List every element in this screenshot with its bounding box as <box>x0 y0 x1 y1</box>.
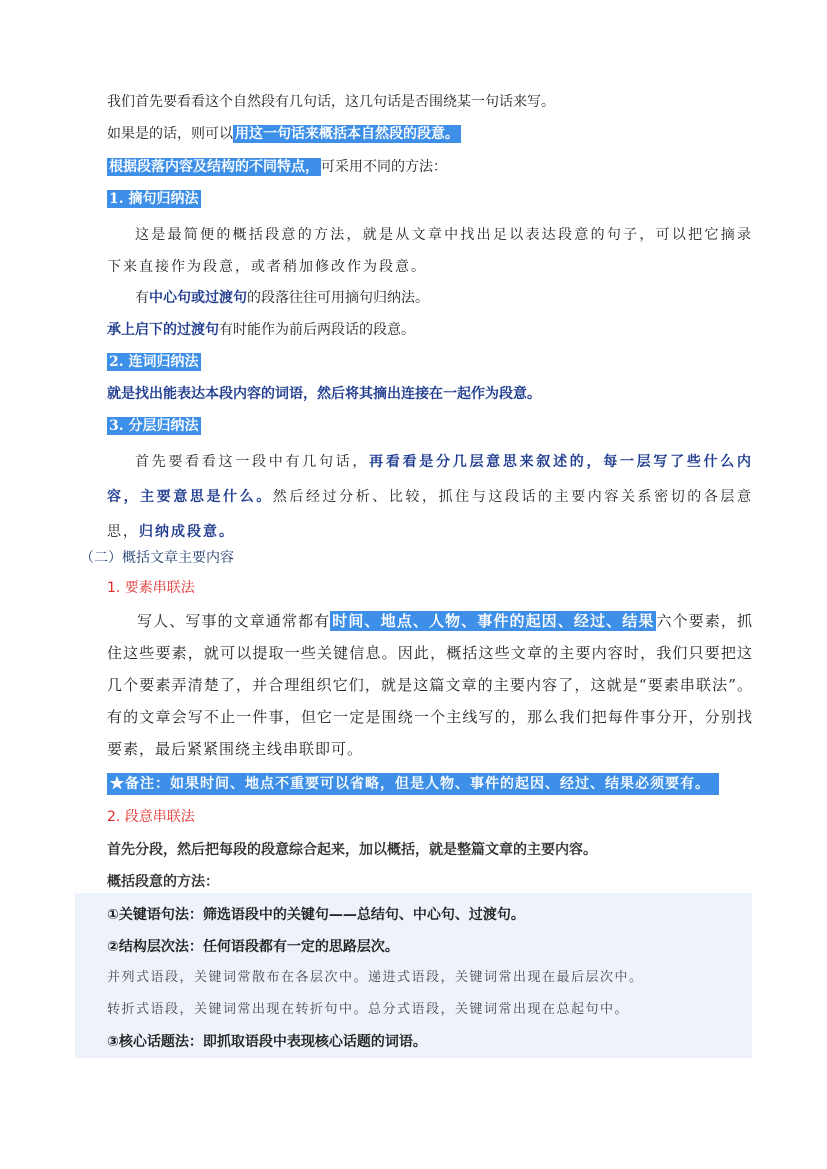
method1-title-text: 1. 摘句归纳法 <box>109 191 199 207</box>
method3-title <box>107 416 201 436</box>
m3-c: 然后经过分析、比较，抓住与这段话的主要内容关系密切的各层意思， <box>107 489 754 540</box>
central-sentence-text: 中心句或过渡句 <box>149 290 247 306</box>
strategy2-desc: 首先分段，然后把每段的段意综合起来，加以概括，就是整篇文章的主要内容。 <box>107 842 597 858</box>
method-line <box>107 157 447 177</box>
method1-desc: 这是最简便的概括段意的方法，就是从文章中找出足以表达段意的句子，可以把它摘录下来直接作为段意，或者稍加修改作为段意。 <box>107 227 753 275</box>
m1-line2-a: 有 <box>135 290 149 306</box>
note-highlight: ★备注：如果时间、地点不重要可以省略，但是人物、事件的起因、经过、结果必须要有。 <box>107 773 719 795</box>
box-method2-detail-b: 转折式语段，关键词常出现在转折句中。总分式语段，关键词常出现在总起句中。 <box>107 1002 630 1017</box>
note-line <box>107 773 719 795</box>
intro-line: 我们首先要看看这个自然段有几句话，这几句话是否围绕某一句话来写。 <box>107 94 555 110</box>
section-heading: （二）概括文章主要内容 <box>80 550 234 566</box>
strategy2-title: 2. 段意串联法 <box>107 809 195 825</box>
m1-line3-b: 有时能作为前后两段话的段意。 <box>219 322 415 338</box>
six-elements-highlight: 时间、地点、人物、事件的起因、经过、结果 <box>332 612 655 630</box>
if-prefix: 如果是的话，则可以 <box>107 126 233 142</box>
method1-title <box>107 189 201 209</box>
if-highlight: 用这一句话来概括本自然段的段意。 <box>235 126 459 142</box>
strategy1-desc <box>107 605 753 765</box>
m1-line2-c: 的段落往往可用摘句归纳法。 <box>247 290 429 306</box>
strategy2-methods-label: 概括段意的方法： <box>107 874 219 890</box>
box-method3: ③核心话题法：即抓取语段中表现核心话题的词语。 <box>107 1034 427 1050</box>
method2-title-text: 2. 连词归纳法 <box>109 354 199 370</box>
method3-desc <box>107 445 753 550</box>
box-method1: ①关键语句法：筛选语段中的关键句——总结句、中心句、过渡句。 <box>107 907 525 923</box>
if-line <box>107 124 461 144</box>
method-highlight: 根据段落内容及结构的不同特点， <box>109 159 319 175</box>
method3-title-text: 3. 分层归纳法 <box>109 418 199 434</box>
method2-title <box>107 352 201 372</box>
strategy1-title: 1. 要素串联法 <box>107 580 195 596</box>
method1-line3 <box>107 320 415 340</box>
method-suffix: 可采用不同的方法： <box>321 159 447 175</box>
method1-line2 <box>107 288 429 308</box>
method2-desc: 就是找出能表达本段内容的词语，然后将其摘出连接在一起作为段意。 <box>107 386 541 402</box>
s1-a: 写人、写事的文章通常都有 <box>137 612 331 630</box>
m3-d: 归纳成段意。 <box>139 524 235 540</box>
m3-a: 首先要看看这一段中有几句话， <box>135 454 370 470</box>
box-method2-detail-a: 并列式语段，关键词常散布在各层次中。递进式语段，关键词常出现在最后层次中。 <box>107 970 644 985</box>
s1-b: 六个要素，抓住这些要素，就可以提取一些关键信息。因此，概括这些文章的主要内容时，我们只要把这几个要素弄清楚了，并合理组织它们，就是这篇文章的主要内容了，这就是“要素串联法”。有的文章会写不止一件事，但它一定是围绕一个主线写的，那么我们把每件事分开，分别找要素，最后紧紧围绕主线串联即可。 <box>107 612 753 758</box>
box-method2: ②结构层次法：任何语段都有一定的思路层次。 <box>107 939 399 955</box>
m3-b: 再看看是分几层意思来叙述的，每一层写了些什么内容，主要意思是什么。 <box>107 454 754 505</box>
transition-sentence-text: 承上启下的过渡句 <box>107 322 219 338</box>
